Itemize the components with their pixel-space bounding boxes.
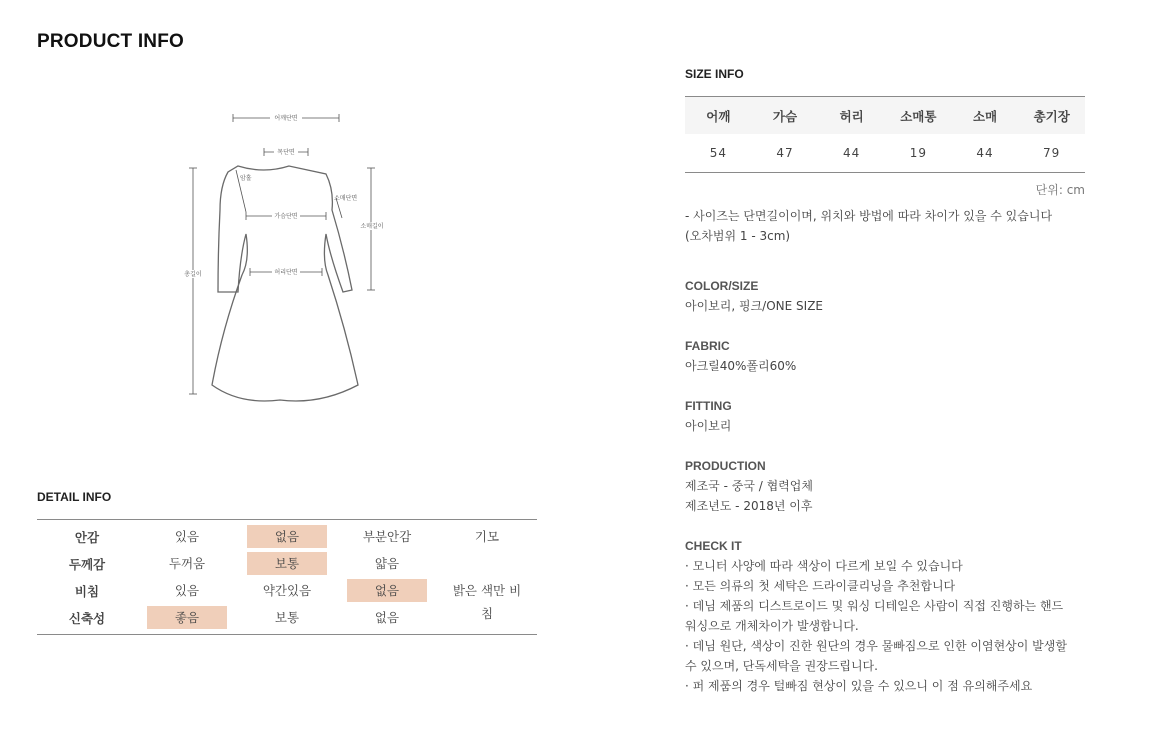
production-title: PRODUCTION xyxy=(685,459,766,473)
sleeve-length-label: 소매길이 xyxy=(360,223,384,230)
size-header-cell: 소매통 xyxy=(900,108,937,124)
detail-option-selected: 없음 xyxy=(347,579,427,602)
check-it-line: · 데님 원단, 색상이 진한 원단의 경우 물빠짐으로 인한 이염현상이 발생할 xyxy=(685,639,1067,653)
size-value-cell: 44 xyxy=(843,146,861,160)
size-value-cell: 47 xyxy=(776,146,794,160)
size-header-cell: 가슴 xyxy=(772,108,798,124)
size-value-cell: 19 xyxy=(909,146,927,160)
check-it-line: 워싱으로 개체차이가 발생합니다. xyxy=(685,619,859,633)
size-header-cell: 총기장 xyxy=(1033,108,1070,124)
size-info-table xyxy=(685,96,1085,173)
production-line: 제조년도 - 2018년 이후 xyxy=(685,499,813,513)
check-it-section xyxy=(685,536,1105,696)
detail-option-selected: 좋음 xyxy=(147,606,227,629)
detail-option-selected: 없음 xyxy=(247,525,327,548)
size-info-title: SIZE INFO xyxy=(685,67,744,81)
size-note-line: (오차범위 1 - 3cm) xyxy=(685,229,791,243)
detail-option: 있음 xyxy=(174,529,200,544)
fitting-value: 아이보리 xyxy=(685,419,732,433)
color-size-value: 아이보리, 핑크/ONE SIZE xyxy=(685,299,824,313)
size-value-cell: 54 xyxy=(709,146,727,160)
detail-row-label: 신축성 xyxy=(68,610,106,626)
detail-row xyxy=(37,550,537,577)
check-it-line: · 데님 제품의 디스트로이드 및 워싱 디테일은 사람이 직접 진행하는 핸드 xyxy=(685,599,1064,613)
fabric-value: 아크릴40%폴리60% xyxy=(685,359,797,373)
detail-row-label: 두께감 xyxy=(68,556,106,572)
production-section xyxy=(685,456,1105,516)
detail-option: 두꺼움 xyxy=(168,556,206,571)
detail-option: 기모 xyxy=(474,529,500,544)
check-it-line: 수 있으며, 단독세탁을 권장드립니다. xyxy=(685,659,878,673)
dress-outline xyxy=(160,100,400,410)
detail-info-table xyxy=(37,519,537,635)
detail-option: 약간있음 xyxy=(262,583,312,598)
size-header-cell: 소매 xyxy=(972,108,998,124)
detail-option: 밝은 색만 비침 xyxy=(452,583,522,621)
size-header-cell: 어깨 xyxy=(706,108,731,124)
fitting-section xyxy=(685,396,1105,436)
armhole-label: 암홀 xyxy=(240,175,252,182)
size-value-cell: 44 xyxy=(976,146,994,160)
color-size-title: COLOR/SIZE xyxy=(685,279,759,293)
production-line: 제조국 - 중국 / 협력업체 xyxy=(685,479,813,493)
detail-row-label: 비침 xyxy=(74,583,100,599)
size-table-values xyxy=(685,134,1085,172)
detail-row xyxy=(37,523,537,550)
size-note-line: - 사이즈는 단면길이이며, 위치와 방법에 따라 차이가 있을 수 있습니다 xyxy=(685,209,1053,223)
page-title: PRODUCT INFO xyxy=(37,31,185,52)
size-unit: 단위: cm xyxy=(1035,183,1085,197)
detail-option: 보통 xyxy=(274,610,300,625)
detail-info-title: DETAIL INFO xyxy=(37,490,112,504)
detail-option: 부분안감 xyxy=(362,529,412,544)
check-it-line: · 모든 의류의 첫 세탁은 드라이클리닝을 추천합니다 xyxy=(685,579,956,593)
detail-row xyxy=(37,604,537,631)
size-table-header xyxy=(685,97,1085,134)
check-it-line: · 모니터 사양에 따라 색상이 다르게 보일 수 있습니다 xyxy=(685,559,963,573)
fitting-title: FITTING xyxy=(685,399,732,413)
detail-option: 있음 xyxy=(174,583,200,598)
fabric-title: FABRIC xyxy=(685,339,730,353)
dress-diagram xyxy=(160,100,400,410)
detail-option: 얇음 xyxy=(374,556,400,571)
detail-row-label: 안감 xyxy=(74,529,100,545)
check-it-line: · 퍼 제품의 경우 털빠짐 현상이 있을 수 있으니 이 점 유의해주세요 xyxy=(685,679,1033,693)
fabric-section xyxy=(685,336,1105,376)
chest-label: 가슴단면 xyxy=(274,213,298,220)
color-size-section xyxy=(685,276,1105,316)
detail-option-selected: 보통 xyxy=(247,552,327,575)
size-header-cell: 허리 xyxy=(839,108,864,124)
check-it-title: CHECK IT xyxy=(685,539,742,553)
total-length-label: 총길이 xyxy=(184,271,202,278)
detail-option: 없음 xyxy=(374,610,400,625)
waist-label: 허리단면 xyxy=(274,269,298,276)
shoulder-label: 어깨단면 xyxy=(274,115,298,122)
sleeve-width-label: 소매단면 xyxy=(334,195,358,202)
check-it-lines xyxy=(685,556,1105,696)
neck-label: 목단면 xyxy=(277,149,295,156)
size-value-cell: 79 xyxy=(1043,146,1061,160)
size-note xyxy=(685,206,1095,246)
